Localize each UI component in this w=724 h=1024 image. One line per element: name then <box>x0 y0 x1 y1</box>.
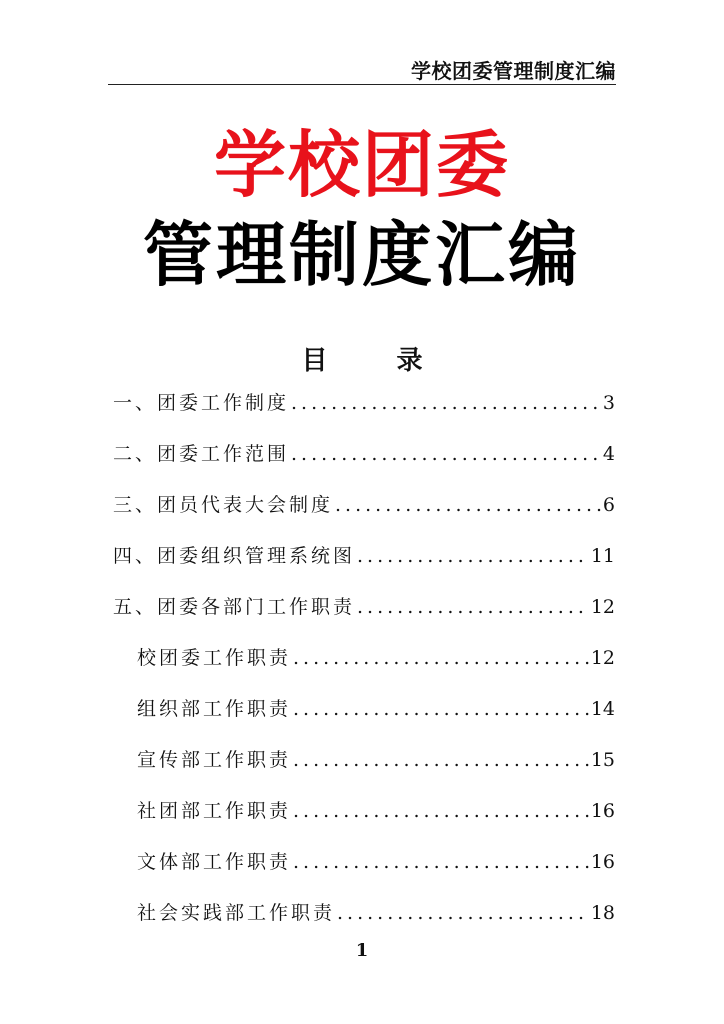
toc-entry-page: 15 <box>590 749 615 771</box>
toc-entry-page: 3 <box>602 392 615 414</box>
toc-dot-leader <box>293 698 589 720</box>
toc-subentry[interactable] <box>113 796 615 847</box>
toc-entry[interactable] <box>113 490 615 541</box>
toc-entry-label: 四、团委组织管理系统图 <box>113 545 356 567</box>
toc-entry-label: 组织部工作职责 <box>137 698 292 720</box>
header-divider <box>108 84 616 85</box>
toc-entry[interactable] <box>113 592 615 643</box>
page-number: 1 <box>355 940 369 961</box>
cover-title-line-1: 学校团委 <box>213 123 510 207</box>
toc-entry-page: 4 <box>602 443 615 465</box>
toc-entry-page: 18 <box>590 902 615 924</box>
cover-title-line-2: 管理制度汇编 <box>143 214 581 296</box>
toc-dot-leader <box>293 647 589 669</box>
toc-dot-leader <box>293 851 589 873</box>
toc-entry-label: 社团部工作职责 <box>137 800 292 822</box>
toc-subentry[interactable] <box>113 694 615 745</box>
toc-heading: 目 录 <box>301 346 453 376</box>
toc-dot-leader <box>291 443 601 465</box>
toc-entry-label: 校团委工作职责 <box>137 647 292 669</box>
toc-entry-label: 五、团委各部门工作职责 <box>113 596 356 618</box>
toc-entry-page: 16 <box>590 800 615 822</box>
toc-dot-leader <box>357 596 589 618</box>
toc-entry-page: 14 <box>590 698 615 720</box>
toc-dot-leader <box>335 494 601 516</box>
toc-dot-leader <box>293 800 589 822</box>
toc-entry-page: 12 <box>590 596 615 618</box>
toc-entry-label: 宣传部工作职责 <box>137 749 292 771</box>
toc-subentry[interactable] <box>113 847 615 898</box>
table-of-contents <box>113 388 615 949</box>
toc-entry-label: 三、团员代表大会制度 <box>113 494 334 516</box>
toc-entry-page: 16 <box>590 851 615 873</box>
toc-entry-label: 二、团委工作范围 <box>113 443 290 465</box>
toc-dot-leader <box>291 392 601 414</box>
toc-entry-page: 11 <box>590 545 615 567</box>
toc-dot-leader <box>337 902 589 924</box>
toc-entry[interactable] <box>113 439 615 490</box>
toc-entry-label: 文体部工作职责 <box>137 851 292 873</box>
toc-subentry[interactable] <box>113 745 615 796</box>
toc-dot-leader <box>357 545 589 567</box>
running-header-title: 学校团委管理制度汇编 <box>411 59 616 83</box>
toc-subentry[interactable] <box>113 643 615 694</box>
toc-entry[interactable] <box>113 388 615 439</box>
toc-dot-leader <box>293 749 589 771</box>
toc-entry-page: 6 <box>602 494 615 516</box>
toc-entry-label: 社会实践部工作职责 <box>137 902 336 924</box>
toc-entry[interactable] <box>113 541 615 592</box>
toc-entry-page: 12 <box>590 647 615 669</box>
toc-entry-label: 一、团委工作制度 <box>113 392 290 414</box>
